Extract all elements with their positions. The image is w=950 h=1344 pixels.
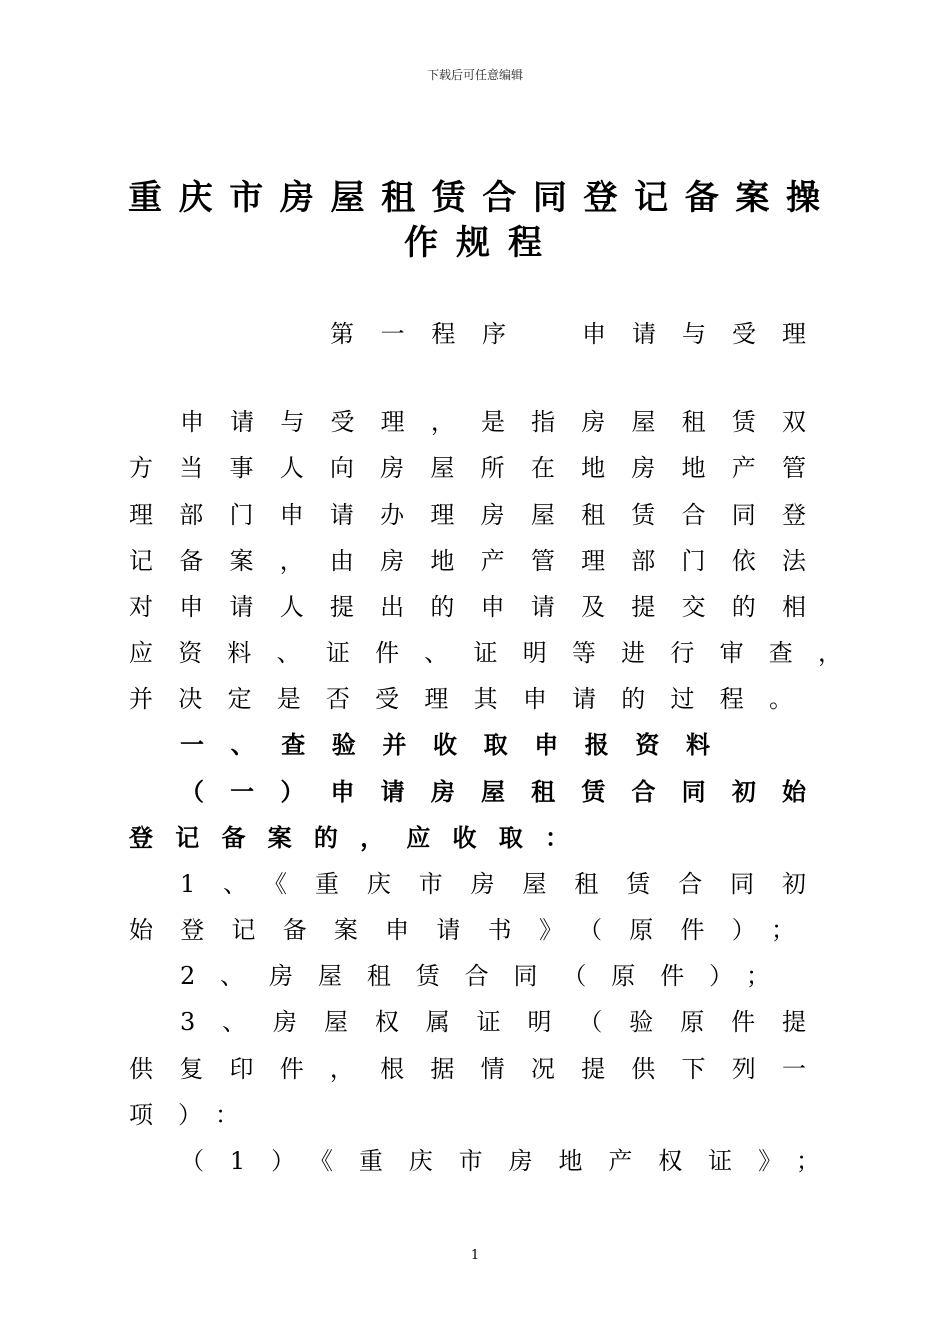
sub-item-1: （1）《重庆市房地产权证》； bbox=[180, 1147, 820, 1175]
intro-line-3: 理部门申请办理房屋租赁合同登 bbox=[129, 501, 806, 529]
chapter-heading bbox=[330, 314, 806, 349]
subsection-heading-line-2: 登记备案的，应收取： bbox=[129, 823, 569, 852]
chapter-label: 第一程序 bbox=[330, 320, 506, 348]
item-3-line-3: 项）： bbox=[129, 1101, 239, 1129]
intro-line-7: 并决定是否受理其申请的过程。 bbox=[129, 685, 793, 713]
page-number: 1 bbox=[470, 1248, 480, 1263]
document-title-line-2: 作规程 bbox=[404, 223, 542, 263]
intro-line-4: 记备案，由房地产管理部门依法 bbox=[129, 547, 806, 575]
document-title-line-1: 重庆市房屋租赁合同登记备案操 bbox=[128, 178, 820, 218]
item-1-line-1: 1、《重庆市房屋租赁合同初 bbox=[180, 870, 806, 898]
header-note: 下载后可任意编辑 bbox=[426, 68, 523, 82]
subsection-heading-line-1: （一）申请房屋租赁合同初始 bbox=[180, 777, 806, 806]
chapter-name: 申请与受理 bbox=[582, 320, 806, 348]
intro-line-6: 应资料、证件、证明等进行审查， bbox=[129, 639, 842, 667]
item-1-line-2: 始登记备案申请书》（原件）； bbox=[129, 916, 795, 944]
intro-line-5: 对申请人提出的申请及提交的相 bbox=[129, 593, 806, 621]
item-3-line-1: 3、房屋权属证明（验原件提 bbox=[180, 1008, 806, 1036]
intro-line-2: 方当事人向房屋所在地房地产管 bbox=[129, 454, 806, 482]
item-3-line-2: 供复印件，根据情况提供下列一 bbox=[129, 1055, 806, 1083]
item-2: 2、房屋租赁合同（原件）； bbox=[180, 962, 770, 990]
section-heading-1: 一、查验并收取申报资料 bbox=[180, 730, 710, 759]
intro-line-1: 申请与受理，是指房屋租赁双 bbox=[180, 408, 806, 436]
